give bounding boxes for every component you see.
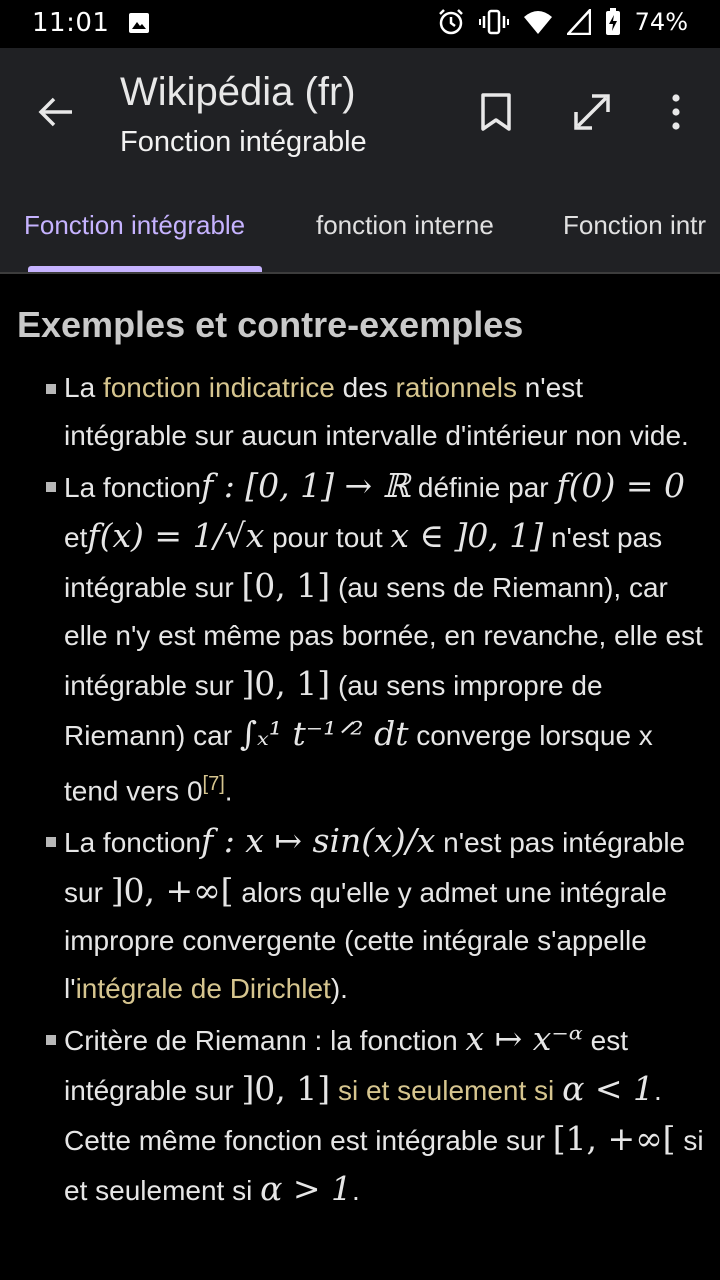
item-text: . <box>352 1175 360 1207</box>
math-formula: ∫ₓ¹ t⁻¹ᐟ² dt <box>239 714 409 753</box>
back-arrow-icon[interactable] <box>36 92 76 132</box>
link-si-et-seulement-si[interactable]: si et seulement si <box>337 1075 555 1107</box>
math-formula: x ↦ x⁻ᵅ <box>465 1019 583 1059</box>
item-text: La fonction <box>64 472 201 503</box>
item-text: est intégrable sur <box>64 1025 628 1107</box>
item-text <box>330 1075 338 1106</box>
math-formula: ]0, 1] <box>241 664 331 703</box>
expand-icon[interactable] <box>570 90 614 134</box>
item-text: . Cette même fonction est intégrable sur <box>64 1075 662 1157</box>
math-formula: f : [0, 1] → ℝ <box>201 466 411 505</box>
item-text: ). <box>330 973 348 1005</box>
more-vert-icon[interactable] <box>664 92 688 132</box>
bookmark-icon[interactable] <box>478 92 514 132</box>
battery-charging-icon <box>605 8 621 36</box>
bullet <box>46 1035 56 1045</box>
battery-percent: 74% <box>634 8 688 36</box>
math-formula: f : x ↦ sin(x)/x <box>201 821 436 861</box>
item-text: alors qu'elle y admet une intégrale impropre convergente (cette intégrale s'appelle l' <box>64 877 667 1005</box>
item-text: des <box>334 372 396 403</box>
status-icons <box>437 8 688 36</box>
bullet <box>46 384 56 394</box>
active-tab-indicator <box>28 266 262 272</box>
math-formula: [1, +∞[ <box>552 1119 676 1159</box>
page-title: Fonction intégrable <box>120 126 367 158</box>
math-formula: ]0, 1] <box>241 1069 331 1109</box>
app-title: Wikipédia (fr) <box>120 70 356 114</box>
math-formula: [0, 1] <box>241 566 331 605</box>
list-item <box>0 1015 720 1215</box>
item-text: (au sens impropre de Riemann) car <box>64 670 603 751</box>
math-formula: α < 1 <box>562 1069 654 1109</box>
math-formula: α > 1 <box>260 1169 353 1209</box>
tab-fonction-intr[interactable]: Fonction intr <box>563 210 707 240</box>
app-bar <box>0 48 720 176</box>
examples-list <box>0 364 720 1217</box>
tab-fonction-integrable[interactable]: Fonction intégrable <box>24 210 246 240</box>
bullet <box>46 482 56 492</box>
item-text: n'est intégrable sur aucun intervalle d'intérieur non vide. <box>64 372 689 451</box>
item-text: définie par <box>410 472 557 503</box>
item-text: pour tout <box>264 522 391 553</box>
item-text: . <box>224 775 233 807</box>
item-text: Critère de Riemann : la fonction <box>64 1025 466 1057</box>
tab-fonction-interne[interactable]: fonction interne <box>316 210 494 240</box>
item-text: La <box>64 372 103 403</box>
bullet <box>46 837 56 847</box>
article-tabs <box>0 176 720 274</box>
item-text: si et seulement si <box>64 1125 704 1207</box>
vibrate-icon <box>479 8 509 36</box>
signal-icon <box>567 9 591 35</box>
status-time: 11:01 <box>32 8 110 38</box>
math-formula: x ∈ ]0, 1] <box>390 516 544 555</box>
item-text: n'est pas intégrable sur <box>64 827 686 909</box>
section-title: Exemples et contre-exemples <box>17 304 524 345</box>
link-fonction-indicatrice[interactable]: fonction indicatrice <box>102 372 335 403</box>
item-text: et <box>64 522 88 553</box>
article-content <box>0 274 720 1280</box>
list-item <box>0 817 720 1013</box>
math-formula: f(x) = 1/√x <box>87 516 265 555</box>
item-text: converge lorsque x tend vers 0 <box>64 720 653 807</box>
wifi-icon <box>523 9 553 35</box>
item-text: La fonction <box>64 827 201 859</box>
math-formula: f(0) = 0 <box>556 466 686 505</box>
item-text: (au sens de Riemann), car elle n'y est même pas bornée, en revanche, elle est intégrable sur <box>64 572 703 701</box>
item-text <box>554 1075 562 1106</box>
item-text: n'est pas intégrable sur <box>64 522 663 603</box>
list-item <box>0 364 720 460</box>
image-icon <box>128 12 150 34</box>
link-integrale-de-dirichlet[interactable]: intégrale de Dirichlet <box>75 973 331 1005</box>
status-bar <box>0 0 720 48</box>
reference-link[interactable]: [7] <box>202 773 225 795</box>
link-rationnels[interactable]: rationnels <box>395 372 517 403</box>
alarm-icon <box>437 8 465 36</box>
math-formula: ]0, +∞[ <box>110 871 234 911</box>
list-item <box>0 462 720 815</box>
